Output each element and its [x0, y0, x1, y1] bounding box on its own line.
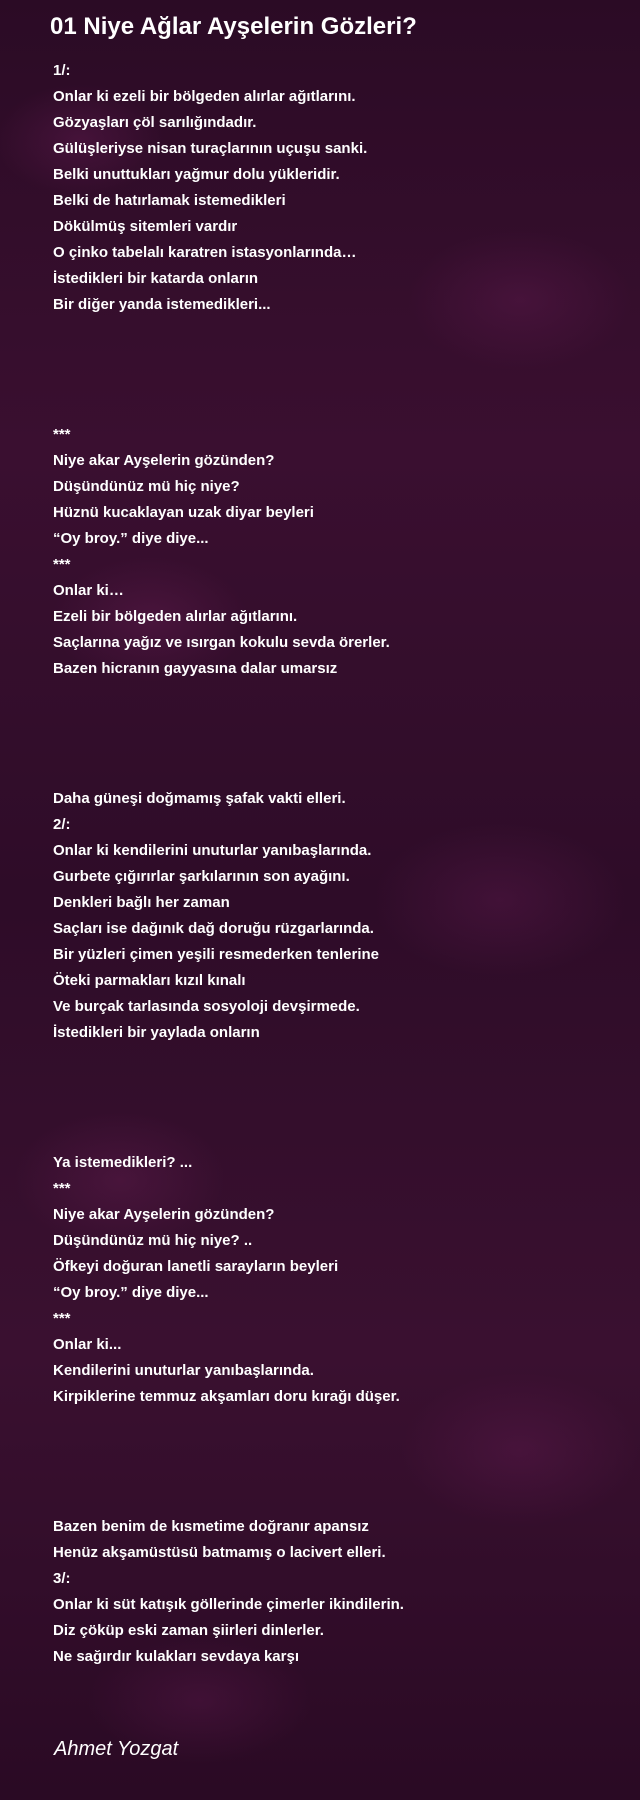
poem-line: Gurbete çığırırlar şarkılarının son ayağını.	[53, 868, 350, 885]
poem-line: Onlar ki ezeli bir bölgeden alırlar ağıtlarını.	[53, 88, 356, 105]
poem-line: Ezeli bir bölgeden alırlar ağıtlarını.	[53, 608, 298, 625]
poem-line: Öteki parmakları kızıl kınalı	[53, 972, 246, 989]
poem-stanza	[53, 1514, 620, 1670]
poem-stanza	[53, 786, 620, 1046]
poem-line: Bir yüzleri çimen yeşili resmederken tenlerine	[53, 946, 379, 963]
poem-line: Ve burçak tarlasında sosyoloji devşirmede.	[53, 998, 360, 1015]
poem-line: 1/:	[53, 62, 71, 79]
poem-title: 01 Niye Ağlar Ayşelerin Gözleri?	[50, 13, 417, 40]
poem-stanza	[53, 422, 620, 682]
poem-line: Düşündünüz mü hiç niye? ..	[53, 1232, 253, 1249]
poem-line: İstedikleri bir yaylada onların	[53, 1024, 260, 1041]
poem-line: 2/:	[53, 816, 71, 833]
poem-line: Saçlarına yağız ve ısırgan kokulu sevda örerler.	[53, 634, 390, 651]
poem-line: 3/:	[53, 1570, 71, 1587]
poem-line: Dökülmüş sitemleri vardır	[53, 218, 238, 235]
poem-line: Henüz akşamüstüsü batmamış o lacivert elleri.	[53, 1544, 386, 1561]
poem-line: ***	[53, 1310, 71, 1327]
poem-stanza	[53, 1150, 620, 1410]
poem-line: Niye akar Ayşelerin gözünden?	[53, 1206, 275, 1223]
poem-line: Denkleri bağlı her zaman	[53, 894, 230, 911]
poem-line: Onlar ki…	[53, 582, 124, 599]
poem-line: Bir diğer yanda istemedikleri...	[53, 296, 271, 313]
poem-line: Onlar ki...	[53, 1336, 122, 1353]
poem-line: Diz çöküp eski zaman şiirleri dinlerler.	[53, 1622, 324, 1639]
poem-line: Bazen hicranın gayyasına dalar umarsız	[53, 660, 338, 677]
poem-line: Kirpiklerine temmuz akşamları doru kırağı düşer.	[53, 1388, 400, 1405]
poem-line: Öfkeyi doğuran lanetli sarayların beyleri	[53, 1258, 339, 1275]
poem-line: O çinko tabelalı karatren istasyonlarında…	[53, 244, 357, 261]
poem-line: Hüznü kucaklayan uzak diyar beyleri	[53, 504, 314, 521]
poem-line: Onlar ki süt katışık göllerinde çimerler ikindilerin.	[53, 1596, 404, 1613]
stanza-spacer	[53, 682, 620, 786]
poem-line: “Oy broy.” diye diye...	[53, 530, 209, 547]
poem-line: Ya istemedikleri? ...	[53, 1154, 193, 1171]
poem-line: ***	[53, 1180, 71, 1197]
poem-line: Bazen benim de kısmetime doğranır apansız	[53, 1518, 369, 1535]
poem-line: ***	[53, 426, 71, 443]
poem-line: Kendilerini unuturlar yanıbaşlarında.	[53, 1362, 314, 1379]
poem-line: Daha güneşi doğmamış şafak vakti elleri.	[53, 790, 346, 807]
poem-line: Düşündünüz mü hiç niye?	[53, 478, 240, 495]
stanza-spacer	[53, 1410, 620, 1514]
poem-author: Ahmet Yozgat	[54, 1738, 179, 1760]
poem-line: Niye akar Ayşelerin gözünden?	[53, 452, 275, 469]
poem-line: Belki de hatırlamak istemedikleri	[53, 192, 286, 209]
stanza-spacer	[53, 318, 620, 422]
poem-line: Gözyaşları çöl sarılığındadır.	[53, 114, 257, 131]
poem-line: Belki unuttukları yağmur dolu yükleridir.	[53, 166, 340, 183]
poem-line: Onlar ki kendilerini unuturlar yanıbaşlarında.	[53, 842, 372, 859]
poem-line: Saçları ise dağınık dağ doruğu rüzgarlarında.	[53, 920, 374, 937]
stanza-spacer	[53, 1046, 620, 1150]
poem-line: İstedikleri bir katarda onların	[53, 270, 259, 287]
poem-line: Gülüşleriyse nisan turaçlarının uçuşu sanki.	[53, 140, 368, 157]
poem-stanza	[53, 58, 620, 318]
poem-line: “Oy broy.” diye diye...	[53, 1284, 209, 1301]
poem-body	[53, 58, 620, 1670]
poem-line: Ne sağırdır kulakları sevdaya karşı	[53, 1648, 299, 1665]
poem-line: ***	[53, 556, 71, 573]
